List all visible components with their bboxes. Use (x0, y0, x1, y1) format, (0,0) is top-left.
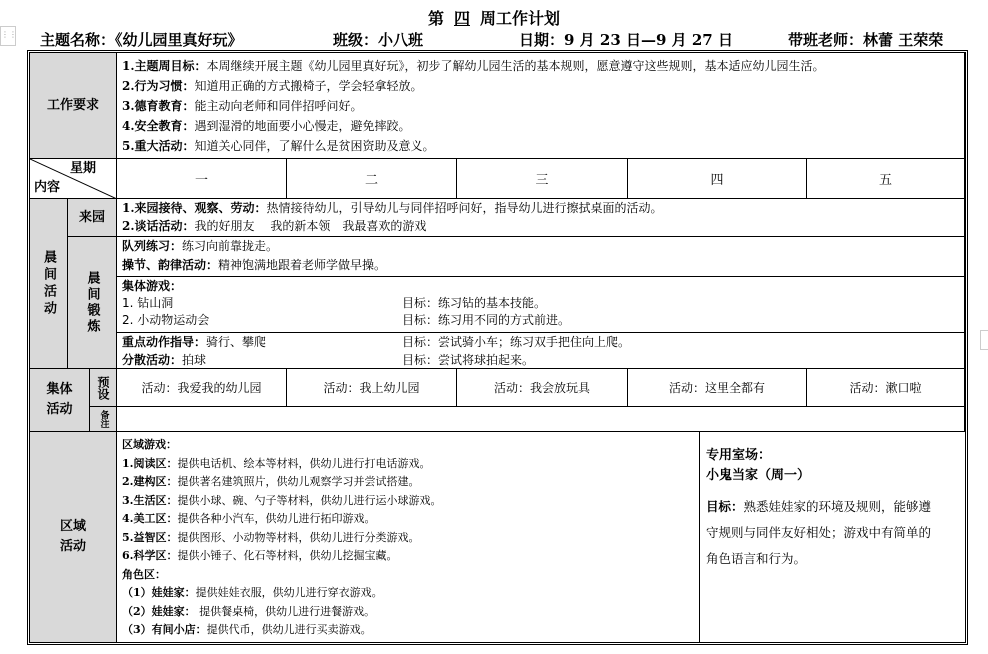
weekday-corner-bottom: 内容 (34, 180, 61, 195)
arrival-line-2 (117, 217, 964, 235)
requirement-item (117, 56, 964, 76)
activity-friday: 活动：漱口啦 (807, 369, 965, 407)
role-title-text: 角色区： (122, 567, 166, 581)
group-games-title (117, 277, 964, 295)
role-item (117, 621, 699, 640)
day-wednesday: 三 (457, 159, 628, 199)
free-activity-goal: 目标：尝试将球拍起来。 (402, 353, 535, 367)
title-suffix: 周工作计划 (480, 9, 561, 28)
area-item (117, 510, 699, 529)
rhythm-text: 精神饱满地跟着老师学做早操。 (218, 258, 387, 272)
area-key: 3.生活区： (122, 493, 178, 507)
area-text: 提供著名建筑照片，供幼儿观察学习并尝试搭建。 (177, 475, 420, 488)
role-text: 提供代币，供幼儿进行买卖游戏。 (206, 623, 372, 636)
plan-table (27, 50, 968, 645)
key-action-text: 骑行、攀爬 (206, 335, 267, 349)
requirement-key: 3.德育教育： (122, 99, 195, 113)
role-text: 提供娃娃衣服，供幼儿进行穿衣游戏。 (195, 586, 383, 599)
game-goal: 目标：练习钻的基本技能。 (402, 296, 547, 310)
game-name: 1. 钻山洞 (122, 296, 174, 310)
area-key: 1.阅读区： (122, 456, 178, 470)
game-item (117, 295, 964, 312)
area-text: 提供图形、小动物等材料，供幼儿进行分类游戏。 (177, 530, 420, 544)
drill-key: 队列练习： (122, 239, 183, 253)
area-key: 4.美工区： (122, 512, 178, 525)
date-range: 日期：9 月 23 日—9 月 27 日 (519, 31, 733, 49)
special-room-name: 小鬼当家（周一） (706, 468, 811, 483)
arrival-line2-key: 2.谈话活动： (122, 219, 195, 233)
class-name: 班级：小八班 (333, 31, 424, 49)
special-room (700, 432, 965, 642)
rhythm-key: 操节、韵律活动： (122, 258, 219, 272)
exercise-label-text: 晨间锻炼 (84, 270, 100, 335)
arrival-content (117, 199, 965, 237)
drill-line (117, 237, 964, 256)
area-item (117, 473, 699, 492)
area-games-title (117, 436, 699, 455)
free-activity-key: 分散活动： (122, 353, 183, 367)
special-goal-line: 角色语言和行为。 (706, 551, 807, 566)
game-name: 2. 小动物运动会 (122, 313, 210, 327)
day-friday: 五 (807, 159, 965, 199)
note-label-text: 备注 (98, 410, 109, 428)
group-activity-label (30, 369, 90, 432)
exercise-label (68, 237, 117, 369)
special-room-title: 专用室场： (706, 448, 772, 463)
requirement-item (117, 116, 964, 136)
requirement-key: 5.重大活动： (122, 139, 195, 153)
requirements-content (117, 53, 965, 159)
requirement-text: 知道用正确的方式搬椅子，学会轻拿轻放。 (194, 79, 423, 93)
area-activity-label (30, 432, 117, 642)
title-week-number: 四 (453, 9, 470, 28)
area-item (117, 547, 699, 566)
area-key: 2.建构区： (122, 475, 178, 488)
requirement-text: 遇到湿滑的地面要小心慢走，避免摔跤。 (194, 119, 411, 133)
area-games-title-text: 区域游戏： (122, 438, 177, 451)
arrival-line2-text: 我的好朋友 我的新本领 我最喜欢的游戏 (194, 219, 427, 233)
special-room-goal (706, 494, 965, 572)
area-text: 提供小锤子、化石等材料，供幼儿挖掘宝藏。 (177, 549, 398, 562)
requirement-text: 本周继续开展主题《幼儿园里真好玩》，初步了解幼儿园生活的基本规则，愿意遵守这些规则，基本适应幼儿园生活。 (206, 59, 825, 73)
requirements-label: 工作要求 (30, 53, 117, 159)
area-key: 6.科学区： (122, 549, 178, 562)
theme-name: 主题名称：《幼儿园里真好玩》 (40, 31, 243, 49)
free-activity-text: 拍球 (182, 353, 207, 367)
activity-tuesday: 活动：我上幼儿园 (287, 369, 457, 407)
group-games-title-text: 集体游戏： (122, 279, 183, 293)
key-action-key: 重点动作指导： (122, 335, 207, 349)
requirement-text: 知道关心同伴，了解什么是贫困资助及意义。 (194, 139, 435, 153)
drill-text: 练习向前靠拢走。 (182, 239, 279, 253)
note-label (90, 407, 117, 432)
role-key: （1）娃娃家： (122, 586, 196, 599)
special-goal-line: 熟悉娃娃家的环境及规则，能够遵 (743, 499, 932, 514)
special-goal-key: 目标： (706, 499, 744, 514)
role-title (117, 566, 699, 585)
arrival-line1-text: 热情接待幼儿，引导幼儿与同伴招呼问好，指导幼儿进行擦拭桌面的活动。 (266, 201, 663, 215)
weekday-corner (30, 159, 117, 199)
requirement-key: 1.主题周目标： (122, 59, 207, 73)
special-goal-line: 守规则与同伴友好相处；游戏中有简单的 (706, 525, 932, 540)
requirement-key: 4.安全教育： (122, 119, 195, 133)
role-text: 提供餐桌椅，供幼儿进行进餐游戏。 (195, 604, 376, 618)
side-handle-right[interactable] (980, 330, 988, 350)
area-text: 提供电话机、绘本等材料，供幼儿进行打电话游戏。 (177, 456, 431, 470)
role-item (117, 603, 699, 622)
teacher-names: 带班老师：林蕾 王荣荣 (788, 31, 944, 49)
area-label-text: 区域活动 (59, 519, 86, 554)
key-action-line (117, 333, 964, 351)
area-text: 提供小球、碗、勺子等材料，供幼儿进行运小球游戏。 (177, 493, 442, 507)
morning-label (30, 199, 68, 369)
plan-label-text: 预设 (96, 375, 110, 400)
requirement-key: 2.行为习惯： (122, 79, 195, 93)
free-activity-line (117, 351, 964, 369)
group-activity-label-text: 集体活动 (46, 382, 73, 417)
activity-monday: 活动：我爱我的幼儿园 (117, 369, 287, 407)
morning-label-text: 晨间活动 (41, 249, 56, 318)
area-item (117, 492, 699, 511)
exercise-drill (117, 237, 965, 277)
arrival-line1-key: 1.来园接待、观察、劳动： (122, 201, 267, 215)
weekday-corner-top: 星期 (70, 161, 97, 176)
day-tuesday: 二 (287, 159, 457, 199)
game-goal: 目标：练习用不同的方式前进。 (402, 313, 571, 327)
activity-wednesday: 活动：我会放玩具 (457, 369, 628, 407)
area-item (117, 455, 699, 474)
plan-label (90, 369, 117, 407)
area-games (117, 432, 700, 642)
side-handle-left[interactable]: ⋮⋮ (0, 26, 16, 46)
role-key: （2）娃娃家： (122, 604, 196, 618)
title-prefix: 第 (427, 9, 444, 28)
area-text: 提供各种小汽车，供幼儿进行拓印游戏。 (177, 512, 376, 525)
role-key: （3）有间小店： (122, 623, 207, 636)
area-key: 5.益智区： (122, 530, 178, 544)
requirement-item (117, 96, 964, 116)
group-games (117, 277, 965, 333)
area-item (117, 529, 699, 548)
requirement-item (117, 76, 964, 96)
requirement-item (117, 136, 964, 156)
game-item (117, 312, 964, 329)
day-thursday: 四 (628, 159, 807, 199)
page-title (0, 10, 988, 28)
arrival-label: 来园 (68, 199, 117, 237)
arrival-line-1 (117, 199, 964, 217)
rhythm-line (117, 256, 964, 275)
day-monday: 一 (117, 159, 287, 199)
activity-notes[interactable] (117, 407, 965, 432)
role-item (117, 584, 699, 603)
key-actions (117, 333, 965, 369)
requirement-text: 能主动向老师和同伴招呼问好。 (194, 99, 363, 113)
activity-thursday: 活动：这里全都有 (628, 369, 807, 407)
key-action-goal: 目标：尝试骑小车；练习双手把住向上爬。 (402, 335, 631, 349)
